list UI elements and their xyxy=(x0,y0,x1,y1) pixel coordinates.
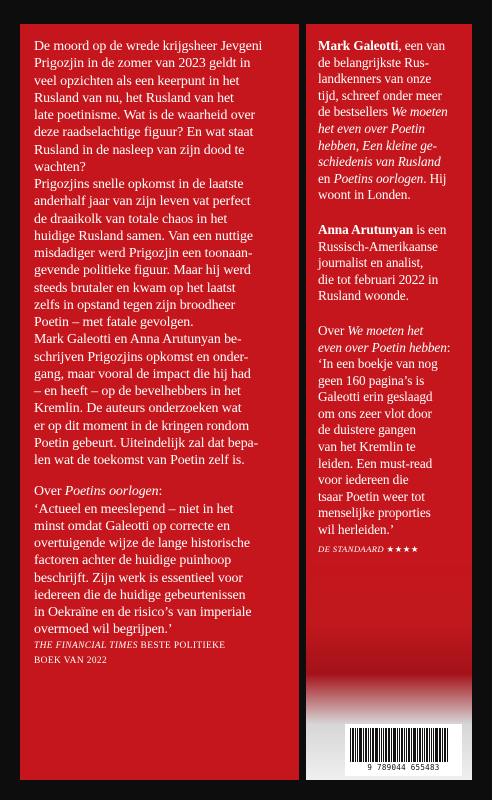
barcode-bar xyxy=(411,728,412,762)
barcode-bar xyxy=(388,728,390,762)
right-review-source: DE STANDAARD ★★★★ xyxy=(318,543,419,554)
barcode-bar xyxy=(413,728,416,762)
right-review-quote: ‘In een boekje van nog geen 160 pagina’s is Galeotti erin geslaagd om ons zeer vlot door de duistere gangen van het Kremlin te leiden. Een must-read voor iedereen die tsaar Poetin weer tot menselijke proporties wil herleiden.’ xyxy=(318,356,438,538)
barcode-bar xyxy=(372,728,374,762)
barcode-bar xyxy=(355,728,356,762)
review-quote: ‘Actueel en meeslepend – niet in het minst omdat Galeotti op correcte en overtuigende wijze de lange historische factoren achter de huidige puinhoop beschrijft. Zijn werk is essentieel voor iedereen die de huidige gebeurtenissen in Oekraïne en de risico’s van imperiale overmoed wil begrijpen.’ xyxy=(34,501,252,638)
barcode-bar xyxy=(352,728,354,762)
author-name-arutunyan: Anna Arutunyan xyxy=(318,221,414,237)
barcode-bar xyxy=(399,728,400,762)
arutunyan-bio: Anna Arutunyan is een Russisch-Amerikaanse journalist en analist, die tot februari 2022 in Rusland woonde. xyxy=(318,221,447,304)
barcode-bar xyxy=(429,728,430,762)
review-source: THE FINANCIAL TIMES BESTE POLITIEKE BOEK VAN 2022 xyxy=(34,640,226,666)
barcode-bar xyxy=(381,728,382,762)
barcode-bar xyxy=(363,728,364,762)
barcode-bar xyxy=(422,728,423,762)
intro-paragraph: De moord op de wrede krijgsheer Jevgeni Prigozjin in de zomer van 2023 geldt in veel opzichten als een keerpunt in het Rusland van nu, het Rusland van het late poetinisme. Wat is de waarheid over deze raadselachtige figuur? En wat staat Rusland in de nasleep van zijn dood te wachten? xyxy=(34,39,263,175)
barcode-bar xyxy=(368,728,369,762)
barcode-bar xyxy=(444,728,446,762)
barcode-bar xyxy=(424,728,425,762)
barcode-bar xyxy=(391,728,392,762)
barcode-bar xyxy=(375,728,378,762)
rating-stars: ★★★★ xyxy=(383,543,419,554)
barcode-bar xyxy=(439,728,441,762)
barcode-bar xyxy=(433,728,434,762)
right-review-heading: Over We moeten het even over Poetin hebben: xyxy=(318,322,451,355)
barcode-bar xyxy=(365,728,367,762)
right-text-panel xyxy=(306,24,472,780)
barcode-bar xyxy=(397,728,398,762)
review-heading: Over Poetins oorlogen: xyxy=(34,484,163,500)
barcode-bar xyxy=(431,728,432,762)
barcode-bar xyxy=(401,728,403,762)
barcode-bar xyxy=(417,728,418,762)
barcode-bar xyxy=(385,728,387,762)
left-text-panel xyxy=(20,24,299,780)
barcode-bar xyxy=(447,728,448,762)
barcode-bar xyxy=(408,728,410,762)
barcode-bar xyxy=(350,728,351,762)
galeotti-bio: Mark Galeotti, een van de belangrijkste Rus- landkenners van onze tijd, schreef onder meer de bestsellers We moeten het even over Poetin hebben, Een kleine ge- schiedenis van Rusland en Poetins oorlogen. Hij woont in Londen. xyxy=(318,38,448,203)
barcode-bar xyxy=(442,728,443,762)
barcode-bar xyxy=(359,728,362,762)
isbn-barcode xyxy=(345,724,462,776)
barcode-bar xyxy=(383,728,384,762)
barcode-bar xyxy=(404,728,405,762)
authors-paragraph: Mark Galeotti en Anna Arutunyan be- schrijven Prigozjins opkomst en onder- gang, maar vooral de impact die hij had – en heeft – op de bevelhebbers in het Kremlin. De auteurs onderzoeken wat er op dit moment in de kringen rondom Poetin gebeurt. Uiteindelijk zal dat bepa- len wat de toekomst van Poetin zelf is. xyxy=(34,332,259,468)
barcode-bar xyxy=(419,728,421,762)
barcode-bar xyxy=(357,728,358,762)
barcode-bar xyxy=(406,728,407,762)
author-name-galeotti: Mark Galeotti xyxy=(318,38,399,53)
barcode-bar xyxy=(393,728,396,762)
rise-paragraph: Prigozjins snelle opkomst in de laatste anderhalf jaar van zijn leven vat perfect de draaikolk van totale chaos in het huidige Rusland samen. Van een nuttige misdadiger werd Prigozjin een toonaan- gevende politieke figuur. Maar hij werd steeds brutaler en kwam op het laatst zelfs in opstand tegen zijn broodheer Poetin – met fatale gevolgen. xyxy=(34,177,253,330)
barcode-bars xyxy=(350,728,457,762)
barcode-bar xyxy=(435,728,438,762)
barcode-bar xyxy=(379,728,380,762)
barcode-bar xyxy=(426,728,428,762)
barcode-bar xyxy=(370,728,371,762)
barcode-digits: 9 789044 655483 xyxy=(367,763,440,772)
